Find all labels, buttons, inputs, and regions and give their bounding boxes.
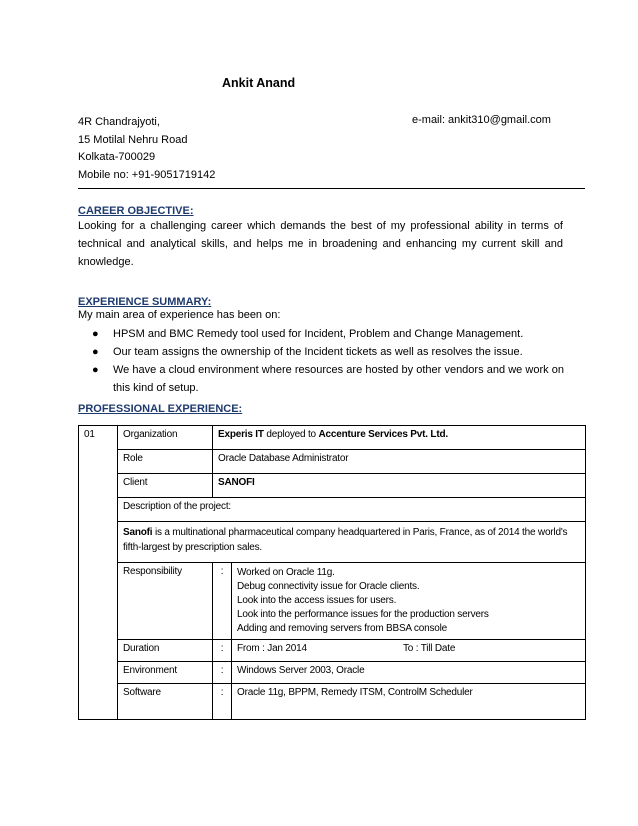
bullet-icon: ● <box>92 328 99 340</box>
table-row <box>79 474 586 498</box>
table-row <box>79 426 586 450</box>
bullet-text: Our team assigns the ownership of the Incident tickets as well as resolves the issue. <box>113 346 523 358</box>
environment-value: Windows Server 2003, Oracle <box>232 662 586 684</box>
duration-colon: : <box>213 640 232 662</box>
duration-value <box>232 640 586 662</box>
bullet-text: HPSM and BMC Remedy tool used for Incident, Problem and Change Management. <box>113 328 524 340</box>
bullet-icon: ● <box>92 364 99 376</box>
bullet-text: We have a cloud environment where resources are hosted by other vendors and we work on this kind of setup. <box>113 364 564 394</box>
experience-summary-intro: My main area of experience has been on: <box>78 309 281 321</box>
table-row <box>79 640 586 662</box>
software-value: Oracle 11g, BPPM, Remedy ITSM, ControlM Scheduler <box>232 684 586 720</box>
environment-colon: : <box>213 662 232 684</box>
description-company: Sanofi <box>123 527 153 538</box>
project-description <box>118 522 586 563</box>
address-line: 4R Chandrajyoti, <box>78 116 160 128</box>
list-item <box>92 343 564 361</box>
list-item: Worked on Oracle 11g. <box>237 567 335 578</box>
list-item <box>92 325 564 343</box>
client-company-name: Accenture Services Pvt. Ltd. <box>318 429 448 440</box>
experience-table <box>78 425 586 720</box>
list-item: Debug connectivity issue for Oracle clients. <box>237 581 420 592</box>
software-label: Software <box>118 684 213 720</box>
description-text: is a multinational pharmaceutical company headquartered in Paris, France, as of 2014 the world's fifth-largest by prescription sales. <box>123 527 568 553</box>
table-row <box>79 563 586 640</box>
responsibility-colon: : <box>213 563 232 640</box>
experience-number: 01 <box>79 426 118 720</box>
duration-from: From : Jan 2014 <box>237 643 307 654</box>
career-objective-text: Looking for a challenging career which demands the best of my professional ability in terms of technical and analytical skills, and helps me in broadening and enhancing my current skill and knowledge. <box>78 220 563 268</box>
bullet-icon: ● <box>92 346 99 358</box>
career-objective-heading: CAREER OBJECTIVE: <box>78 205 194 217</box>
role-value: Oracle Database Administrator <box>213 450 586 474</box>
table-row <box>79 684 586 720</box>
client-label: Client <box>118 474 213 498</box>
list-item: Look into the access issues for users. <box>237 595 397 606</box>
email-address: e-mail: ankit310@gmail.com <box>412 114 551 126</box>
software-colon: : <box>213 684 232 720</box>
responsibility-list <box>232 563 586 640</box>
table-row <box>79 522 586 563</box>
list-item: Look into the performance issues for the production servers <box>237 609 489 620</box>
address-line: Kolkata-700029 <box>78 151 156 163</box>
table-row <box>79 450 586 474</box>
responsibility-label: Responsibility <box>118 563 213 640</box>
organization-label: Organization <box>118 426 213 450</box>
environment-label: Environment <box>118 662 213 684</box>
role-label: Role <box>118 450 213 474</box>
organization-value <box>213 426 586 450</box>
organization-connector: deployed to <box>263 429 319 440</box>
table-row <box>79 498 586 522</box>
address-block <box>78 114 215 184</box>
employer-name: Experis IT <box>218 429 264 440</box>
description-label: Description of the project: <box>118 498 586 522</box>
duration-to: To : Till Date <box>403 643 456 654</box>
candidate-name: Ankit Anand <box>222 76 296 90</box>
table-row <box>79 662 586 684</box>
list-item <box>92 361 564 397</box>
address-line: 15 Motilal Nehru Road <box>78 133 188 146</box>
list-item: Adding and removing servers from BBSA console <box>237 623 447 634</box>
professional-experience-heading: PROFESSIONAL EXPERIENCE: <box>78 403 243 415</box>
experience-bullet-list <box>92 325 564 397</box>
duration-label: Duration <box>118 640 213 662</box>
client-value: SANOFI <box>213 474 586 498</box>
header-divider <box>78 188 585 189</box>
mobile-number: Mobile no: +91-9051719142 <box>78 168 216 181</box>
experience-summary-heading: EXPERIENCE SUMMARY: <box>78 296 212 308</box>
